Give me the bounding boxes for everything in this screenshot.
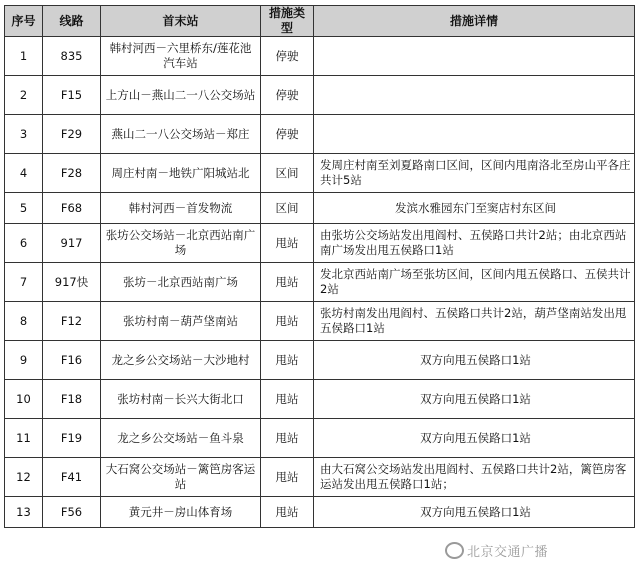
row-line: F12	[43, 302, 101, 341]
table-row	[5, 224, 635, 263]
table-row	[5, 263, 635, 302]
row-stations: 张坊村南－葫芦垡南站	[101, 302, 261, 341]
header-type: 措施类型	[261, 6, 314, 37]
row-no: 12	[5, 458, 43, 497]
table-row	[5, 37, 635, 76]
row-type: 停驶	[261, 115, 314, 154]
row-no: 7	[5, 263, 43, 302]
row-no: 2	[5, 76, 43, 115]
row-type: 区间	[261, 154, 314, 193]
row-type: 甩站	[261, 458, 314, 497]
row-type: 甩站	[261, 497, 314, 528]
table-row	[5, 419, 635, 458]
row-line: F15	[43, 76, 101, 115]
row-line: 917快	[43, 263, 101, 302]
table-row	[5, 380, 635, 419]
row-type: 区间	[261, 193, 314, 224]
table-row	[5, 341, 635, 380]
row-no: 9	[5, 341, 43, 380]
row-stations: 张坊公交场站－北京西站南广场	[101, 224, 261, 263]
row-line: F18	[43, 380, 101, 419]
row-line: F29	[43, 115, 101, 154]
row-type: 停驶	[261, 76, 314, 115]
header-no: 序号	[5, 6, 43, 37]
table-row	[5, 458, 635, 497]
row-stations: 韩村河西－六里桥东/莲花池汽车站	[101, 37, 261, 76]
row-stations: 大石窝公交场站－篱笆房客运站	[101, 458, 261, 497]
row-detail: 双方向甩五侯路口1站	[314, 419, 635, 458]
header-line: 线路	[43, 6, 101, 37]
row-stations: 燕山二一八公交场站－郑庄	[101, 115, 261, 154]
weibo-icon	[445, 542, 464, 559]
row-type: 甩站	[261, 263, 314, 302]
row-detail	[314, 115, 635, 154]
row-detail: 张坊村南发出甩阎村、五侯路口共计2站，葫芦垡南站发出甩五侯路口1站	[314, 302, 635, 341]
row-type: 甩站	[261, 224, 314, 263]
row-type: 停驶	[261, 37, 314, 76]
row-detail: 发北京西站南广场至张坊区间，区间内甩五侯路口、五侯共计2站	[314, 263, 635, 302]
row-detail: 由大石窝公交场站发出甩阎村、五侯路口共计2站，篱笆房客运站发出甩五侯路口1站；	[314, 458, 635, 497]
watermark	[445, 541, 548, 560]
row-no: 1	[5, 37, 43, 76]
table-row	[5, 302, 635, 341]
table-row	[5, 193, 635, 224]
row-stations: 龙之乡公交场站－鱼斗泉	[101, 419, 261, 458]
row-detail: 双方向甩五侯路口1站	[314, 380, 635, 419]
row-line: 835	[43, 37, 101, 76]
watermark-text: 北京交通广播	[467, 545, 549, 560]
row-line: F19	[43, 419, 101, 458]
table-row	[5, 154, 635, 193]
header-stations: 首末站	[101, 6, 261, 37]
row-stations: 张坊－北京西站南广场	[101, 263, 261, 302]
row-no: 5	[5, 193, 43, 224]
header-row	[5, 6, 635, 37]
row-line: F41	[43, 458, 101, 497]
row-line: F16	[43, 341, 101, 380]
row-no: 11	[5, 419, 43, 458]
table-row	[5, 115, 635, 154]
row-line: F68	[43, 193, 101, 224]
row-no: 13	[5, 497, 43, 528]
row-type: 甩站	[261, 419, 314, 458]
row-stations: 黄元井－房山体育场	[101, 497, 261, 528]
row-no: 6	[5, 224, 43, 263]
table-row	[5, 497, 635, 528]
header-detail: 措施详情	[314, 6, 635, 37]
row-line: F56	[43, 497, 101, 528]
row-type: 甩站	[261, 302, 314, 341]
row-stations: 龙之乡公交场站－大沙地村	[101, 341, 261, 380]
row-stations: 周庄村南－地铁广阳城站北	[101, 154, 261, 193]
row-no: 8	[5, 302, 43, 341]
measures-table	[4, 5, 635, 528]
row-detail	[314, 37, 635, 76]
row-line: 917	[43, 224, 101, 263]
row-no: 4	[5, 154, 43, 193]
table-row	[5, 76, 635, 115]
row-stations: 上方山－燕山二一八公交场站	[101, 76, 261, 115]
row-stations: 韩村河西－首发物流	[101, 193, 261, 224]
row-detail: 发滨水雅园东门至窦店村东区间	[314, 193, 635, 224]
row-detail: 双方向甩五侯路口1站	[314, 341, 635, 380]
row-no: 3	[5, 115, 43, 154]
row-stations: 张坊村南－长兴大街北口	[101, 380, 261, 419]
row-detail: 双方向甩五侯路口1站	[314, 497, 635, 528]
row-detail: 发周庄村南至刘夏路南口区间，区间内甩南洛北至房山平各庄共计5站	[314, 154, 635, 193]
row-type: 甩站	[261, 380, 314, 419]
row-no: 10	[5, 380, 43, 419]
row-type: 甩站	[261, 341, 314, 380]
row-detail: 由张坊公交场站发出甩阎村、五侯路口共计2站；由北京西站南广场发出甩五侯路口1站	[314, 224, 635, 263]
row-line: F28	[43, 154, 101, 193]
row-detail	[314, 76, 635, 115]
